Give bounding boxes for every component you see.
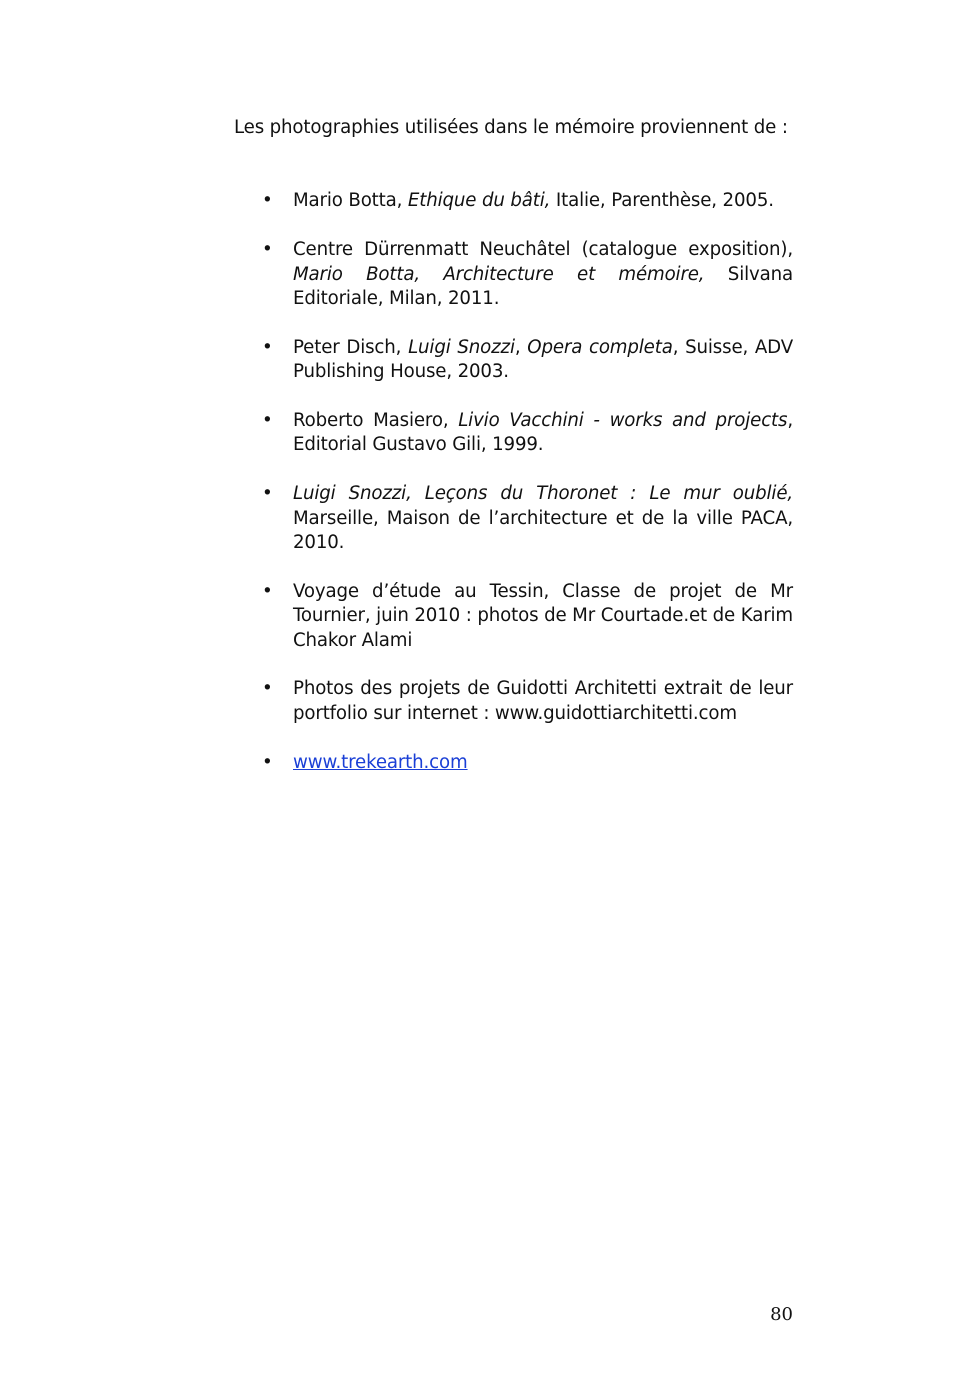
- list-item: [234, 336, 793, 385]
- bullet-icon: •: [262, 580, 273, 602]
- list-item: [234, 751, 793, 775]
- intro-paragraph: Les photographies utilisées dans le mémoire proviennent de :: [234, 117, 788, 138]
- reference-details: Silvana Editoriale, Milan, 2011.: [293, 263, 793, 310]
- reference-details: Italie, Parenthèse, 2005.: [550, 190, 774, 212]
- references-list: [234, 189, 793, 775]
- reference-author: Peter Disch,: [293, 336, 409, 358]
- list-item: [234, 238, 793, 311]
- reference-title: Mario Botta, Architecture et mémoire,: [293, 263, 705, 285]
- reference-text: Voyage d’étude au Tessin, Classe de projet de Mr Tournier, juin 2010 : photos de Mr Courtade.et de Karim Chakor Alami: [293, 580, 793, 651]
- list-item: [234, 482, 793, 555]
- bullet-icon: •: [262, 239, 273, 261]
- reference-title: Livio Vacchini - works and projects: [458, 410, 788, 432]
- list-item: [234, 677, 793, 726]
- reference-details: , Editorial Gustavo Gili, 1999.: [293, 410, 793, 456]
- bullet-icon: •: [262, 336, 273, 358]
- reference-text: Photos des projets de Guidotti Architetti extrait de leur portfolio sur internet : www.guidottiarchitetti.com: [293, 678, 793, 724]
- reference-title: Luigi Snozzi: [408, 336, 515, 358]
- page-content: [234, 116, 793, 799]
- list-item: [234, 189, 793, 213]
- reference-author: Centre Dürrenmatt Neuchâtel (catalogue exposition),: [293, 239, 793, 261]
- bullet-icon: •: [262, 751, 273, 773]
- reference-title: Ethique du bâti,: [407, 190, 551, 212]
- reference-details: , Suisse, ADV Publishing House, 2003.: [293, 336, 794, 383]
- reference-title: Luigi Snozzi, Leçons du Thoronet : Le mur oublié,: [293, 483, 793, 505]
- bullet-icon: •: [262, 410, 273, 432]
- reference-author: Mario Botta,: [293, 190, 408, 212]
- reference-title-secondary: Opera completa: [527, 336, 673, 358]
- list-item: [234, 409, 793, 458]
- bullet-icon: •: [262, 678, 273, 700]
- reference-separator: ,: [514, 336, 528, 358]
- trekearth-link[interactable]: www.trekearth.com: [293, 751, 468, 773]
- page-number: 80: [770, 1304, 793, 1325]
- reference-details: Marseille, Maison de l’architecture et de la ville PACA, 2010.: [293, 507, 793, 554]
- list-item: [234, 580, 793, 653]
- bullet-icon: •: [262, 190, 273, 212]
- reference-author: Roberto Masiero,: [293, 410, 459, 432]
- bullet-icon: •: [262, 483, 273, 505]
